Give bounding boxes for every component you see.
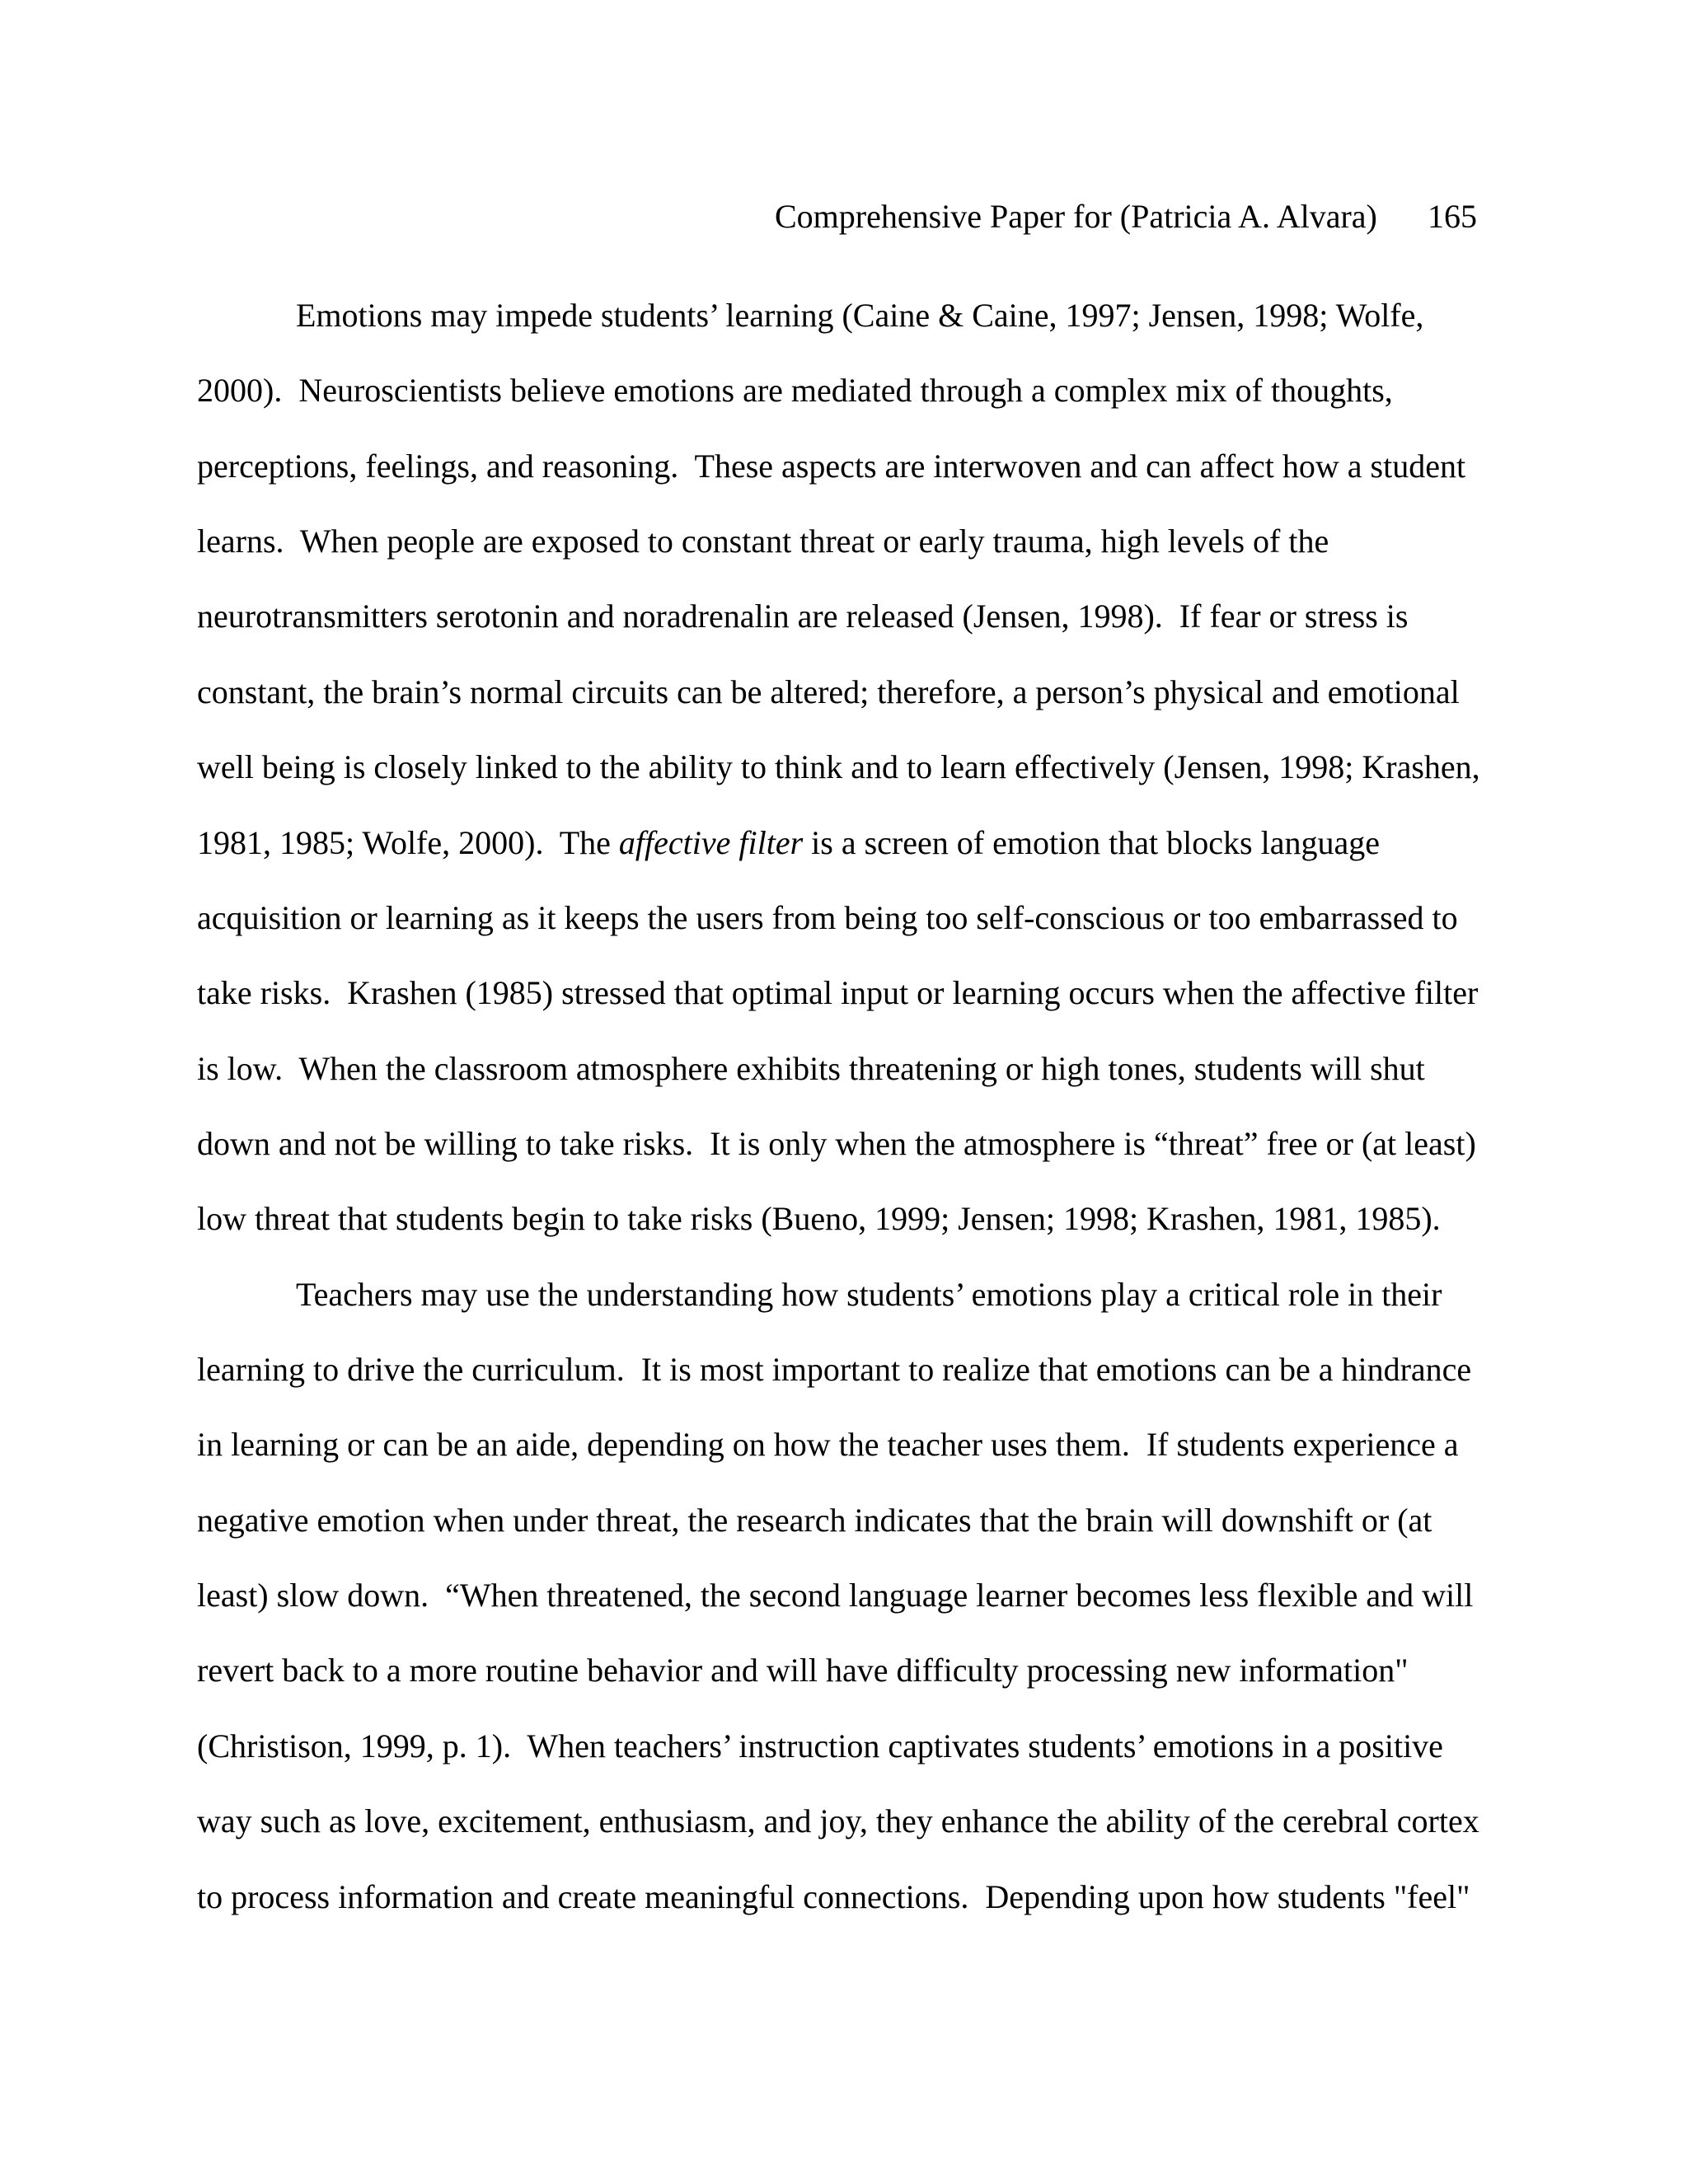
- line-text-before-term: 1981, 1985; Wolfe, 2000). The: [197, 823, 619, 861]
- italic-term: affective filter: [618, 823, 804, 861]
- running-head-title: Comprehensive Paper for (Patricia A. Alvara): [775, 198, 1377, 235]
- paragraph-1-line-12: down and not be willing to take risks. It is only when the atmosphere is “threat” free or (at least): [197, 1124, 1476, 1162]
- paragraph-2-line-3: in learning or can be an aide, depending on how the teacher uses them. If students experience a: [197, 1426, 1459, 1464]
- paragraph-2-line-9: to process information and create meaningful connections. Depending upon how students "feel": [197, 1877, 1470, 1915]
- paragraph-2-line-6: revert back to a more routine behavior and will have difficulty processing new information": [197, 1652, 1409, 1690]
- paragraph-1: [197, 278, 1532, 1257]
- paragraph-2: [197, 1257, 1532, 1934]
- paragraph-1-line-5: neurotransmitters serotonin and noradrenalin are released (Jensen, 1998). If fear or stress is: [197, 598, 1409, 635]
- paragraph-2-line-7: (Christison, 1999, p. 1). When teachers’ instruction captivates students’ emotions in a positive: [197, 1727, 1443, 1765]
- paragraph-1-line-3: perceptions, feelings, and reasoning. These aspects are interwoven and can affect how a student: [197, 447, 1466, 485]
- body-text: [197, 278, 1532, 1934]
- paragraph-1-line-9: acquisition or learning as it keeps the users from being too self-conscious or too embarrassed to: [197, 898, 1458, 936]
- paragraph-2-line-4: negative emotion when under threat, the research indicates that the brain will downshift or (at: [197, 1501, 1432, 1539]
- paragraph-1-line-1: Emotions may impede students’ learning (Caine & Caine, 1997; Jensen, 1998; Wolfe,: [296, 297, 1424, 334]
- paragraph-2-line-8: way such as love, excitement, enthusiasm, and joy, they enhance the ability of the cerebral cortex: [197, 1802, 1479, 1840]
- running-head: [0, 179, 1688, 254]
- paragraph-1-line-7: well being is closely linked to the ability to think and to learn effectively (Jensen, 1998; Krashen,: [197, 748, 1480, 786]
- paragraph-1-line-10: take risks. Krashen (1985) stressed that optimal input or learning occurs when the affective filter: [197, 974, 1479, 1012]
- paragraph-1-line-11: is low. When the classroom atmosphere exhibits threatening or high tones, students will shut: [197, 1049, 1425, 1087]
- paragraph-1-line-8: [197, 805, 1532, 880]
- paragraph-1-line-2: 2000). Neuroscientists believe emotions are mediated through a complex mix of thoughts,: [197, 372, 1393, 410]
- paragraph-2-line-2: learning to drive the curriculum. It is most important to realize that emotions can be a hindrance: [197, 1351, 1472, 1389]
- line-text-after-term: is a screen of emotion that blocks language: [803, 823, 1380, 861]
- paragraph-2-line-5: least) slow down. “When threatened, the second language learner becomes less flexible and will: [197, 1577, 1474, 1615]
- page-number: 165: [1428, 198, 1477, 235]
- paragraph-2-line-1: Teachers may use the understanding how students’ emotions play a critical role in their: [296, 1275, 1442, 1313]
- paragraph-1-line-6: constant, the brain’s normal circuits can be altered; therefore, a person’s physical and emotional: [197, 673, 1460, 710]
- paragraph-1-line-13: low threat that students begin to take risks (Bueno, 1999; Jensen; 1998; Krashen, 1981, 1985).: [197, 1200, 1441, 1238]
- paragraph-1-line-4: learns. When people are exposed to constant threat or early trauma, high levels of the: [197, 523, 1329, 560]
